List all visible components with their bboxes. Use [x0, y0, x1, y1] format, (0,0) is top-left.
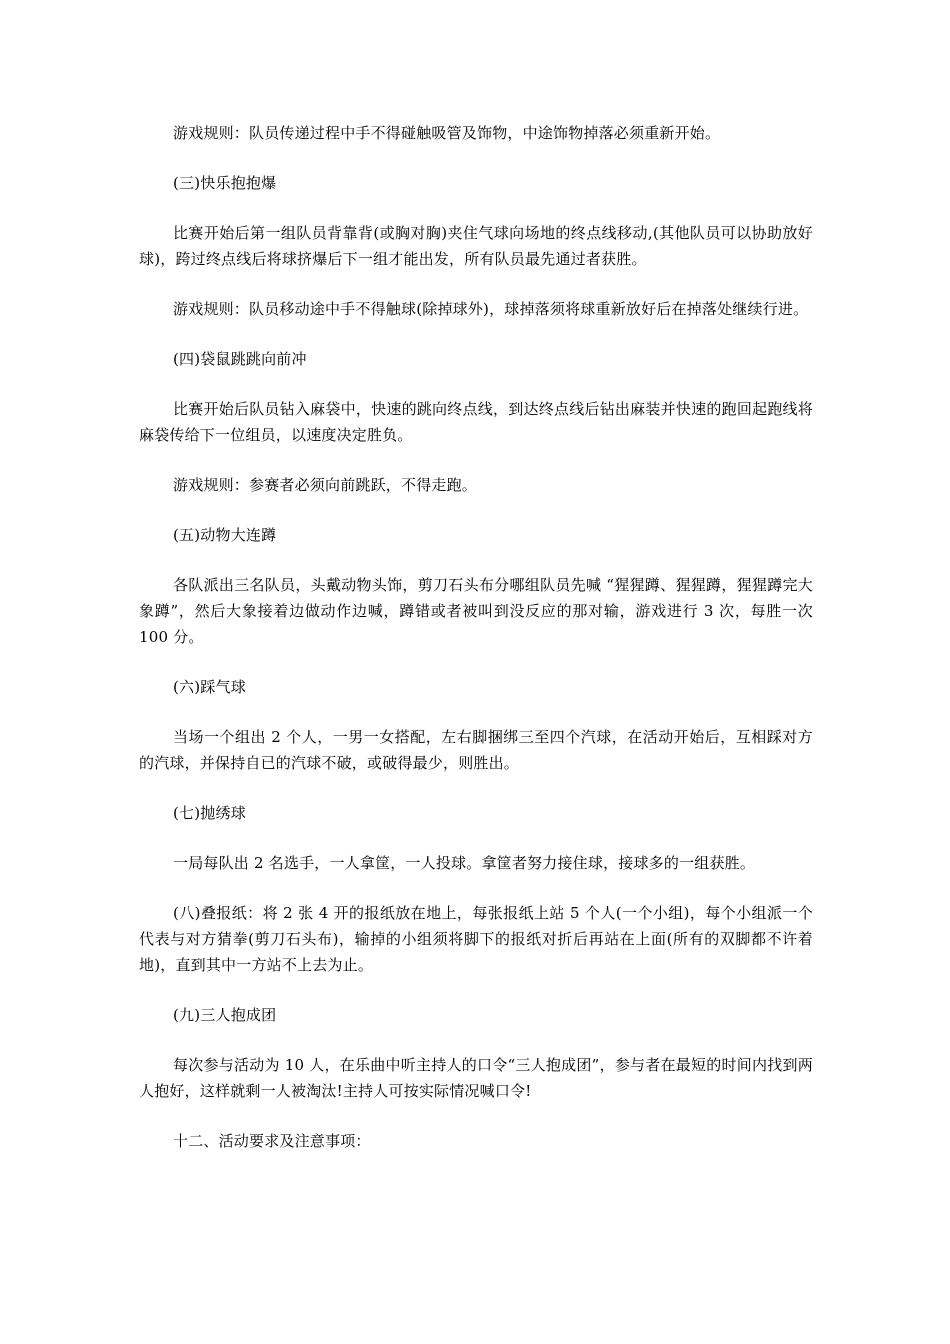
heading-three-hug: (九)三人抱成团: [173, 1006, 277, 1024]
paragraph-throw-ball: 一局每队出 2 名选手，一人拿筐，一人投球。拿筐者努力接住球，接球多的一组获胜。: [173, 854, 756, 872]
heading-kangaroo: (四)袋鼠跳跳向前冲: [173, 350, 307, 368]
paragraph-three-hug: 每次参与活动为 10 人，在乐曲中听主持人的口令“三人抱成团”，参与者在最短的时间内找到两人抱好，这样就剩一人被淘汰!主持人可按实际情况喊口令!: [139, 1056, 813, 1100]
document-body: [139, 120, 813, 1178]
paragraph-fold-newspaper: (八)叠报纸：将 2 张 4 开的报纸放在地上，每张报纸上站 5 个人(一个小组)，每个小组派一个代表与对方猜拳(剪刀石头布)，输掉的小组须将脚下的报纸对折后再站在上面(所有的双脚都不许着地)，直到其中一方站不上去为止。: [139, 904, 813, 974]
paragraph-animal-squat: 各队派出三名队员，头戴动物头饰，剪刀石头布分哪组队员先喊 “猩猩蹲、猩猩蹲，猩猩蹲完大象蹲”，然后大象接着边做动作边喊，蹲错或者被叫到没反应的那对输，游戏进行 3 次，每胜一次 100 分。: [139, 576, 813, 646]
heading-throw-ball: (七)抛绣球: [173, 804, 246, 822]
heading-requirements: 十二、活动要求及注意事项：: [173, 1132, 371, 1150]
paragraph-rule-straw: 游戏规则：队员传递过程中手不得碰触吸管及饰物，中途饰物掉落必须重新开始。: [173, 124, 721, 142]
paragraph-balloon-stomp: 当场一个组出 2 个人，一男一女搭配，左右脚捆绑三至四个汽球，在活动开始后，互相踩对方的汽球，并保持自已的汽球不破，或破得最少，则胜出。: [139, 728, 813, 772]
paragraph-kangaroo: 比赛开始后队员钻入麻袋中，快速的跳向终点线，到达终点线后钻出麻装并快速的跑回起跑线将麻袋传给下一位组员，以速度决定胜负。: [139, 400, 813, 444]
paragraph-rule-happy-hug: 游戏规则：队员移动途中手不得触球(除掉球外)，球掉落须将球重新放好后在掉落处继续行进。: [173, 300, 809, 318]
paragraph-rule-kangaroo: 游戏规则：参赛者必须向前跳跃，不得走跑。: [173, 476, 478, 494]
heading-balloon-stomp: (六)踩气球: [173, 678, 246, 696]
paragraph-happy-hug: 比赛开始后第一组队员背靠背(或胸对胸)夹住气球向场地的终点线移动,(其他队员可以协助放好球)，跨过终点线后将球挤爆后下一组才能出发，所有队员最先通过者获胜。: [139, 224, 813, 268]
heading-animal-squat: (五)动物大连蹲: [173, 526, 277, 544]
heading-happy-hug: (三)快乐抱抱爆: [173, 174, 277, 192]
